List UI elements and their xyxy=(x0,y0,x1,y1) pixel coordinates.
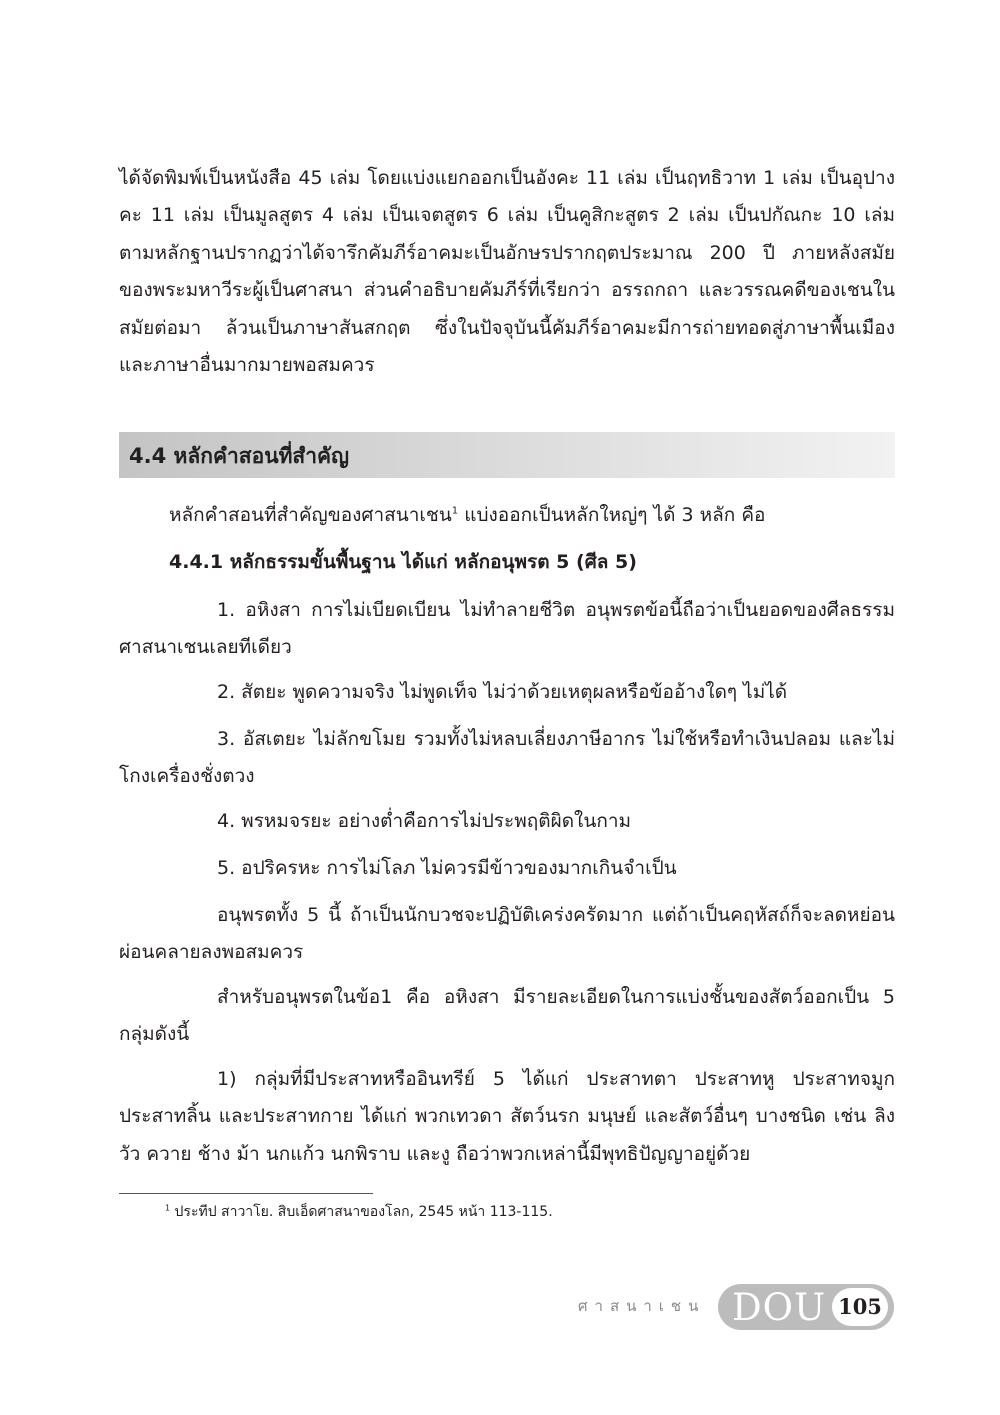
intro-paragraph: ได้จัดพิมพ์เป็นหนังสือ 45 เล่ม โดยแบ่งแยกออกเป็นอังคะ 11 เล่ม เป็นฤทธิวาท 1 เล่ม เป็นอุปางคะ 11 เล่ม เป็นมูลสูตร 4 เล่ม เป็นเจตสูตร 6 เล่ม เป็นคูสิกะสูตร 2 เล่ม เป็นปกัณกะ 10 เล่ม ตามหลักฐานปรากฏว่าได้จารึกคัมภีร์อาคมะเป็นอักษรปรากฤตประมาณ 200 ปี ภายหลังสมัยของพระมหาวีระผู้เป็นศาสนา ส่วนคำอธิบายคัมภีร์ที่เรียกว่า อรรถกถา และวรรณคดีของเชนในสมัยต่อมา ล้วนเป็นภาษาสันสกฤต ซึ่งในปัจจุบันนี้คัมภีร์อาคมะมีการถ่ายทอดสู่ภาษาพื้นเมือง และภาษาอื่นมากมายพอสมควร xyxy=(119,167,895,377)
section-heading-bar xyxy=(119,432,895,478)
footnote-text: ประทีป สาวาโย. สิบเอ็ดศาสนาของโลก, 2545 หน้า 113-115. xyxy=(170,1204,553,1220)
precept-1: 1. อหิงสา การไม่เบียดเบียน ไม่ทำลายชีวิต อนุพรตข้อนี้ถือว่าเป็นยอดของศีลธรรมศาสนาเชนเลยทีเดียว xyxy=(119,599,895,659)
subsection-title: 4.4.1 หลักธรรมขั้นพื้นฐาน ได้แก่ หลักอนุพรต 5 (ศีล 5) xyxy=(169,551,637,573)
paragraph-precepts-summary: อนุพรตทั้ง 5 นี้ ถ้าเป็นนักบวชจะปฏิบัติเคร่งครัดมาก แต่ถ้าเป็นคฤหัสถ์ก็จะลดหย่อนผ่อนคลายลงพอสมควร xyxy=(119,904,895,964)
precept-5: 5. อปริครหะ การไม่โลภ ไม่ควรมีข้าวของมากเกินจำเป็น xyxy=(217,857,677,879)
paragraph-ahimsa: สำหรับอนุพรตในข้อ1 คือ อหิงสา มีรายละเอียดในการแบ่งชั้นของสัตว์ออกเป็น 5 กลุ่มดังนี้ xyxy=(119,986,895,1046)
footnote-divider xyxy=(119,1193,373,1194)
footnote-ref: 1 xyxy=(451,505,459,517)
page-number: 105 xyxy=(832,1288,888,1326)
paragraph-group-1: 1) กลุ่มที่มีประสาทหรืออินทรีย์ 5 ได้แก่ ประสาทตา ประสาทหู ประสาทจมูก ประสาทลิ้น และประสาทกาย ได้แก่ พวกเทวดา สัตว์นรก มนุษย์ และสัตว์อื่นๆ บางชนิด เช่น ลิง วัว ควาย ช้าง ม้า นกแก้ว นกพิราบ และงู ถือว่าพวกเหล่านี้มีพุทธิปัญญาอยู่ด้วย xyxy=(119,1068,895,1165)
precept-4: 4. พรหมจรยะ อย่างต่ำคือการไม่ประพฤติผิดในกาม xyxy=(217,810,632,832)
page-number-badge xyxy=(718,1284,894,1330)
footnote xyxy=(165,1201,553,1223)
section-intro xyxy=(119,497,895,534)
precept-2: 2. สัตยะ พูดความจริง ไม่พูดเท็จ ไม่ว่าด้วยเหตุผลหรือข้ออ้างใดๆ ไม่ได้ xyxy=(217,681,788,703)
section-title: 4.4 หลักคำสอนที่สำคัญ xyxy=(129,444,349,468)
section-intro-text: หลักคำสอนที่สำคัญของศาสนาเชน xyxy=(169,504,452,526)
precept-3: 3. อัสเตยะ ไม่ลักขโมย รวมทั้งไม่หลบเลี่ยงภาษีอากร ไม่ใช้หรือทำเงินปลอม และไม่โกงเครื่องชั่งตวง xyxy=(119,728,895,788)
section-intro-text-after: แบ่งออกเป็นหลักใหญ่ๆ ได้ 3 หลัก คือ xyxy=(458,504,766,526)
dou-logo: DOU xyxy=(732,1286,827,1329)
running-title: ศาสนาเชน xyxy=(578,1297,706,1315)
footnote-marker: 1 xyxy=(165,1203,171,1213)
